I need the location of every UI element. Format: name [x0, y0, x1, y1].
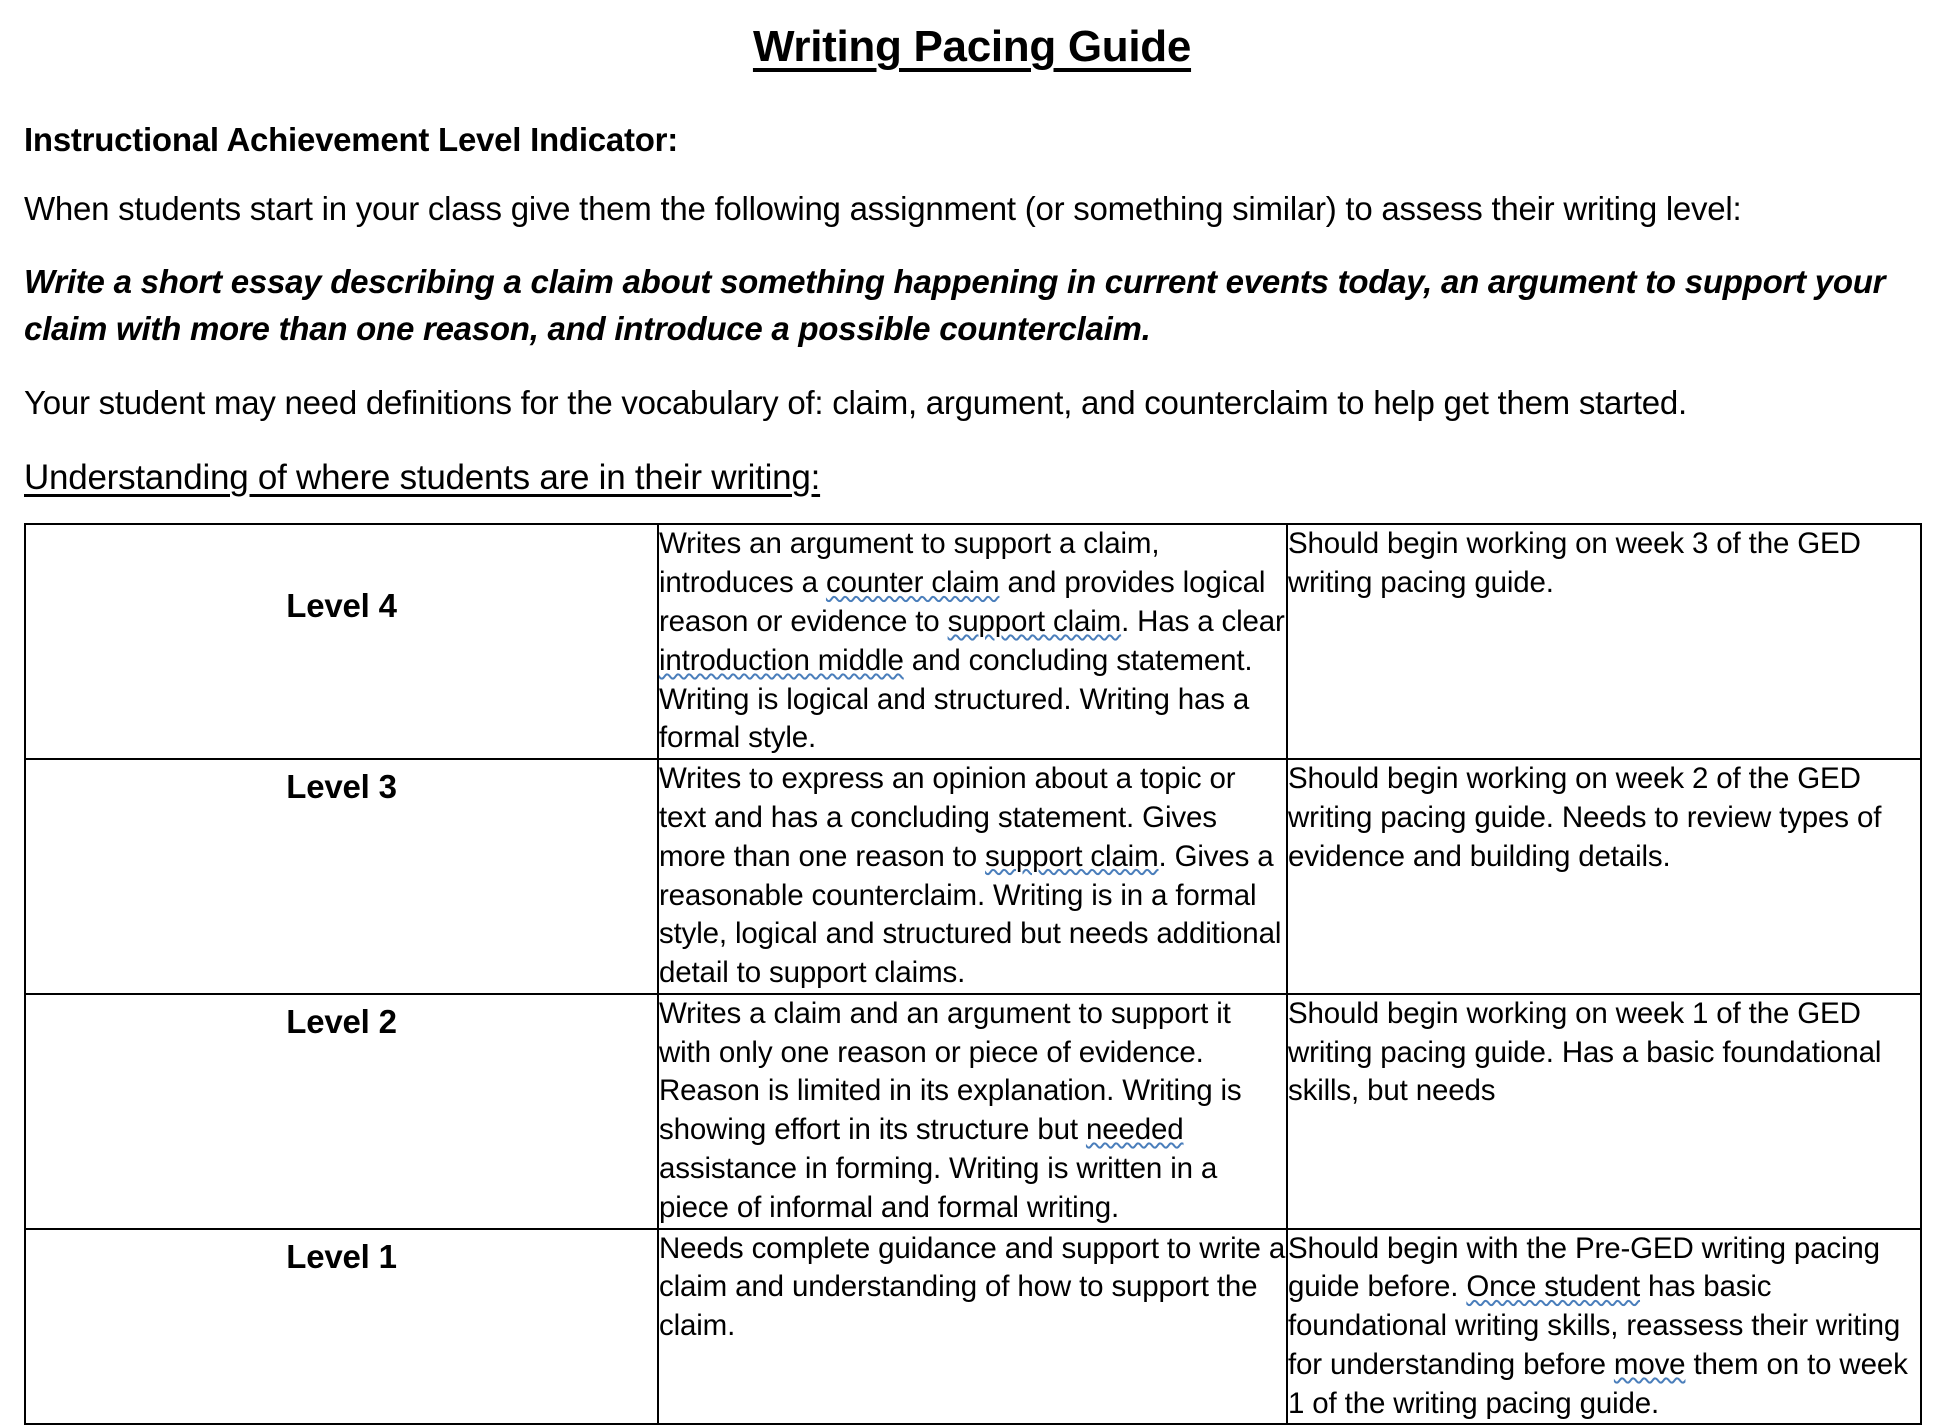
text-run: . Has a clear [1121, 605, 1285, 639]
table-row [25, 1229, 1921, 1425]
table-row [25, 759, 1921, 994]
text-run: and provides logical reason or evidence to [659, 566, 1266, 639]
level-description-cell [658, 524, 1287, 759]
level-label-cell: Level 2 [25, 994, 658, 1229]
document-page [0, 22, 1944, 1420]
level-label-cell: Level 4 [25, 524, 658, 759]
text-run: them on to week 1 of the writing pacing guide. [1288, 1347, 1908, 1420]
text-run: Should begin with the Pre-GED writing pacing guide before. [1288, 1231, 1880, 1304]
table-body [25, 524, 1921, 1424]
intro-paragraph: When students start in your class give them the following assignment (or something similar) to assess their writing level: [24, 190, 1742, 228]
level-label-cell: Level 3 [25, 759, 658, 994]
spellcheck-underlined-text: needed [1085, 1113, 1184, 1147]
level-action-cell [1287, 759, 1921, 994]
level-action-cell [1287, 1229, 1921, 1425]
assignment-prompt: Write a short essay describing a claim about something happening in current events today, an argument to support your claim with more than one reason, and introduce a possible counterclaim. [24, 263, 1886, 348]
achievement-level-table [24, 523, 1922, 1425]
level-description-cell [658, 1229, 1287, 1425]
level-action-cell [1287, 524, 1921, 759]
text-run: Writes to express an opinion about a topic or text and has a concluding statement. Gives more than one reason to [659, 762, 1236, 873]
spellcheck-underlined-text: Once student [1466, 1270, 1641, 1304]
page-title-text: Writing Pacing Guide [752, 22, 1192, 71]
text-run: . Gives a reasonable counterclaim. Writing is in a formal style, logical and structured but needs additional detail to support claims. [659, 839, 1282, 990]
text-run: has basic foundational writing skills, reassess their writing for understanding before [1288, 1270, 1901, 1381]
section-subheading: Instructional Achievement Level Indicator: [24, 120, 678, 158]
text-run: assistance in forming. Writing is written in a piece of informal and formal writing. [659, 1151, 1218, 1224]
level-label-cell: Level 1 [25, 1229, 658, 1425]
page-title [24, 22, 1920, 73]
spellcheck-underlined-text: support claim [985, 839, 1159, 873]
text-run: and concluding statement. Writing is logical and structured. Writing has a formal style. [659, 643, 1253, 755]
level-action-cell [1287, 994, 1921, 1229]
spellcheck-underlined-text: introduction middle [659, 643, 904, 677]
level-description-cell [658, 759, 1287, 994]
text-run: Writes an argument to support a claim, introduces a [659, 527, 1160, 600]
level-description-cell [658, 994, 1287, 1229]
table-row [25, 524, 1921, 759]
table-heading [24, 455, 1920, 502]
spellcheck-underlined-text: move [1613, 1347, 1686, 1381]
text-run: Writes a claim and an argument to support it with only one reason or piece of evidence. Reason is limited in its explanation. Writing is showing effort in its structure but [659, 996, 1242, 1147]
table-row [25, 994, 1921, 1229]
text-run: Should begin working on week 1 of the GED writing pacing guide. Has a basic foundational skills, but needs [1288, 996, 1882, 1108]
spellcheck-underlined-text: counter claim [825, 566, 1000, 600]
text-run: Should begin working on week 3 of the GED writing pacing guide. [1288, 527, 1861, 600]
vocabulary-note: Your student may need definitions for the vocabulary of: claim, argument, and counterclaim to help get them started. [24, 384, 1687, 422]
text-run: Should begin working on week 2 of the GED writing pacing guide. Needs to review types of evidence and building details. [1288, 762, 1882, 873]
text-run: Needs complete guidance and support to write a claim and understanding of how to support the claim. [659, 1231, 1286, 1343]
table-heading-text: Understanding of where students are in their writing: [24, 457, 821, 497]
spellcheck-underlined-text: support claim [947, 605, 1122, 639]
